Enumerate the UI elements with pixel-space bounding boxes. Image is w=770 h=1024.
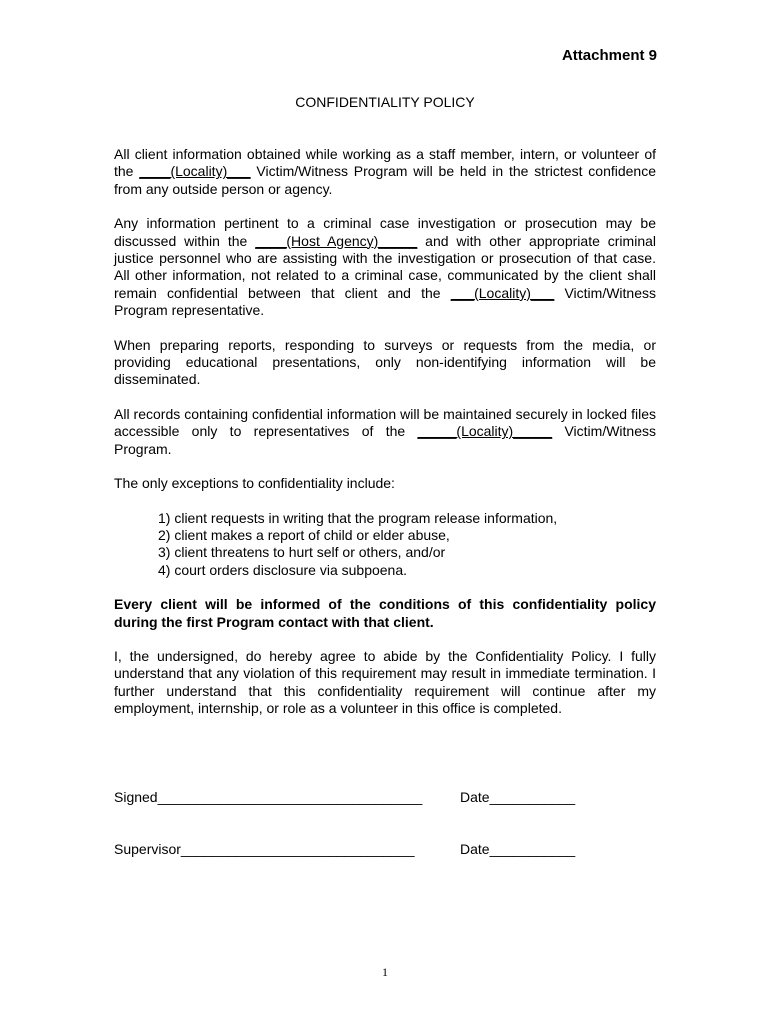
paragraph-2-text-b: and with other appropriate criminal justice personnel who are assisting with the investigation or prosecution of that case. All other information, not related to a criminal case, communicated by the client shall remain confidential between that client and the bbox=[114, 232, 656, 301]
paragraph-1-text-a: All client information obtained while working as a staff member, intern, or volunteer of the bbox=[114, 146, 656, 180]
paragraph-3: When preparing reports, responding to surveys or requests from the media, or providing educational presentations, only non-identifying information will be disseminated. bbox=[114, 336, 656, 388]
list-item: 2) client makes a report of child or elder abuse, bbox=[158, 526, 450, 543]
paragraph-2-text-c: Victim/Witness Program representative. bbox=[114, 284, 656, 319]
locality-blank: ___(Locality)___ bbox=[450, 284, 555, 301]
paragraph-4-text-b: Victim/Witness Program. bbox=[114, 423, 656, 457]
page-number: 1 bbox=[382, 965, 388, 979]
host-agency-blank: ____(Host Agency)_____ bbox=[255, 232, 418, 249]
paragraph-4 bbox=[114, 406, 656, 458]
locality-blank: _____(Locality)_____ bbox=[417, 423, 553, 440]
signature-row bbox=[114, 789, 656, 805]
supervisor-row bbox=[114, 841, 656, 857]
paragraph-2 bbox=[114, 215, 656, 319]
paragraph-2-text-a: Any information pertinent to a criminal case investigation or prosecution may be discussed within the bbox=[114, 215, 656, 249]
supervisor-date-line[interactable]: Date___________ bbox=[460, 841, 576, 857]
policy-body bbox=[114, 146, 656, 735]
paragraph-4-text-a: All records containing confidential information will be maintained securely in locked files accessible only to representatives of the bbox=[114, 405, 656, 440]
paragraph-5: The only exceptions to confidentiality include: bbox=[114, 475, 395, 492]
supervisor-line[interactable]: Supervisor______________________________ bbox=[114, 841, 415, 857]
attachment-label: Attachment 9 bbox=[561, 47, 657, 64]
signed-date-line[interactable]: Date___________ bbox=[460, 789, 576, 805]
signed-line[interactable]: Signed__________________________________ bbox=[114, 789, 423, 805]
list-item: 1) client requests in writing that the program release information, bbox=[158, 509, 558, 526]
paragraph-1 bbox=[114, 146, 656, 198]
page-title: CONFIDENTIALITY POLICY bbox=[295, 94, 475, 110]
paragraph-1-text-b: Victim/Witness Program will be held in the strictest confidence from any outside person or agency. bbox=[114, 163, 656, 197]
agreement-paragraph: I, the undersigned, do hereby agree to abide by the Confidentiality Policy. I fully understand that any violation of this requirement may result in immediate termination. I further understand that this confidentiality requirement will continue after my employment, internship, or role as a volunteer in this office is completed. bbox=[114, 647, 656, 717]
list-item: 3) client threatens to hurt self or others, and/or bbox=[158, 544, 446, 561]
exceptions-list bbox=[158, 510, 656, 580]
notice-paragraph: Every client will be informed of the conditions of this confidentiality policy during the first Program contact with that client. bbox=[114, 596, 656, 630]
locality-blank: ____(Locality)___ bbox=[139, 163, 251, 180]
list-item: 4) court orders disclosure via subpoena. bbox=[158, 561, 408, 578]
